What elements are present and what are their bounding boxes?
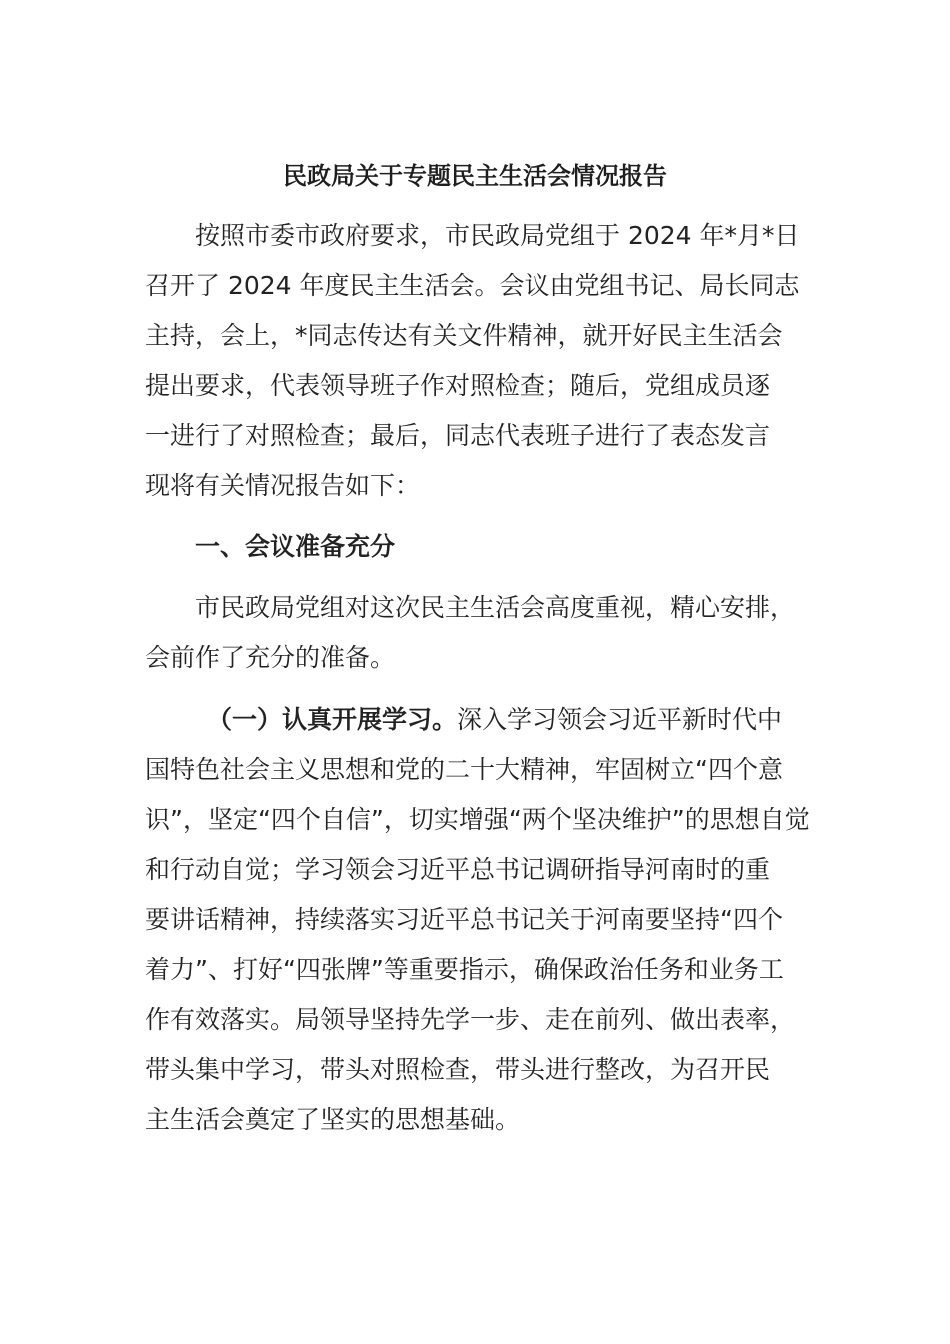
intro-line: 按照市委市政府要求，市民政局党组于 2024 年*月*日 xyxy=(195,221,800,250)
document-title: 民政局关于专题民主生活会情况报告 xyxy=(283,162,667,190)
intro-line: 一进行了对照检查；最后，同志代表班子进行了表态发言 xyxy=(145,421,771,450)
intro-line: 召开了 2024 年度民主生活会。会议由党组书记、局长同志 xyxy=(145,271,800,300)
subsection-line: 要讲话精神，持续落实习近平总书记关于河南要坚持“四个 xyxy=(145,905,783,934)
subsection-heading: （一）认真开展学习。 xyxy=(207,705,458,734)
section-paragraph-line: 市民政局党组对这次民主生活会高度重视，精心安排， xyxy=(195,593,796,622)
subsection-line: 国特色社会主义思想和党的二十大精神，牢固树立“四个意 xyxy=(145,755,783,784)
section-paragraph-line: 会前作了充分的准备。 xyxy=(145,643,396,672)
subsection-line: 识”，坚定“四个自信”，切实增强“两个坚决维护”的思想自觉 xyxy=(145,805,810,834)
intro-line: 现将有关情况报告如下： xyxy=(145,471,421,500)
section-heading: 一、会议准备充分 xyxy=(195,532,396,561)
subsection-text: 深入学习领会习近平新时代中 xyxy=(457,705,783,734)
intro-line: 主持，会上，*同志传达有关文件精神，就开好民主生活会 xyxy=(145,321,783,350)
subsection-line: 着力”、打好“四张牌”等重要指示，确保政治任务和业务工 xyxy=(145,955,784,984)
subsection-line: 和行动自觉；学习领会习近平总书记调研指导河南时的重 xyxy=(145,855,771,884)
subsection-line: 主生活会奠定了坚实的思想基础。 xyxy=(145,1105,521,1134)
subsection-line: 作有效落实。局领导坚持先学一步、走在前列、做出表率， xyxy=(145,1005,796,1034)
subsection-line: 带头集中学习，带头对照检查，带头进行整改，为召开民 xyxy=(145,1055,771,1084)
intro-line: 提出要求，代表领导班子作对照检查；随后，党组成员逐 xyxy=(145,371,771,400)
subsection-first-line xyxy=(207,700,782,740)
